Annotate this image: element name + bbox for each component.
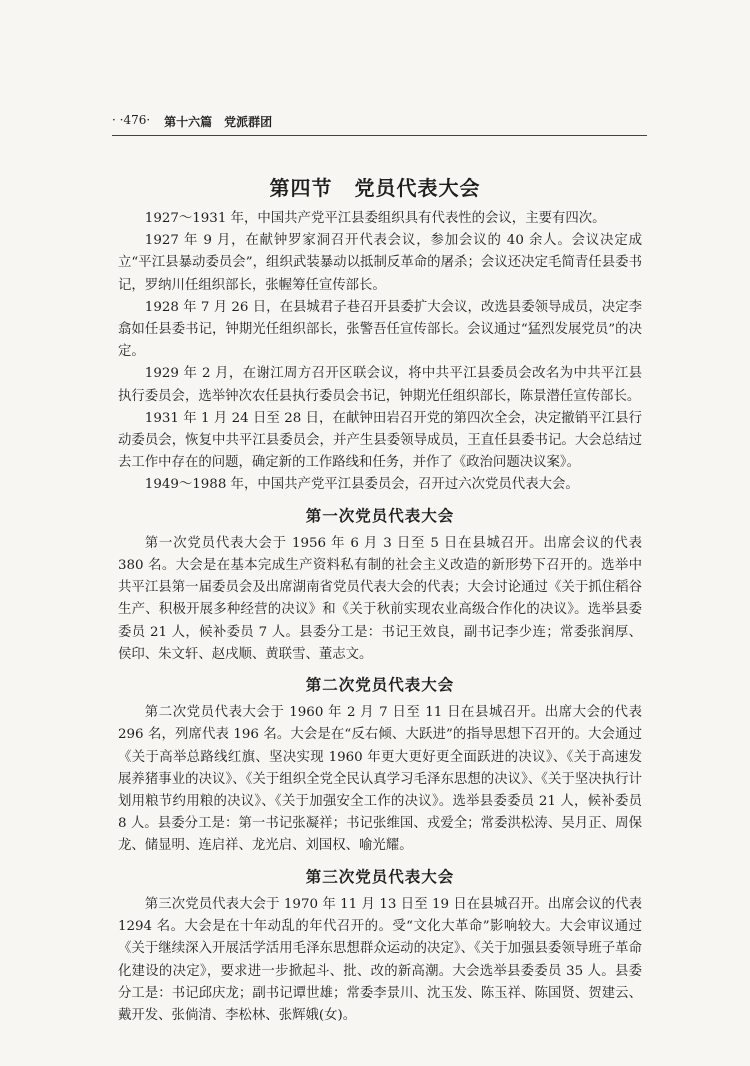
- paragraph: 第一次党员代表大会于 1956 年 6 月 3 日至 5 日在县城召开。出席会议的代表 380 名。大会是在基本完成生产资料私有制的社会主义改造的新形势下召开的。选举中共平江县第一届委员会及出席湖南省党员代表大会的代表；大会讨论通过《关于抓住稻谷生产、积极开展多种经营的决议》和《关于秋前实现农业高级合作化的决议》。选举县委委员 21 人，候补委员 7 人。县委分工是：书记王效良，副书记李少连；常委张润厚、侯印、朱文轩、赵戌顺、黄联雪、董志文。: [118, 535, 642, 662]
- paragraph: 第三次党员代表大会于 1970 年 11 月 13 日至 19 日在县城召开。出席会议的代表 1294 名。大会是在十年动乱的年代召开的。受“文化大革命”影响较大。大会审议通过《关于继续深入开展活学活用毛泽东思想群众运动的决定》、《关于加强县委领导班子革命化建设的决定》，要求进一步掀起斗、批、改的新高潮。大会选举县委委员 35 人。县委分工是：书记邱庆龙；副书记谭世雄；常委李景川、沈玉发、陈玉祥、陈国贤、贺建云、戴开发、张倘清、李松林、张辉娥(女)。: [118, 896, 642, 1023]
- paragraph: 1927 年 9 月，在献钟罗家洞召开代表会议，参加会议的 40 余人。会议决定成立“平江县暴动委员会”，组织武装暴动以抵制反革命的屠杀；会议还决定毛简青任县委书记，罗纳川任组织部长，张幄筹任宣传部长。: [118, 233, 642, 293]
- subsection-heading: 第一次党员代表大会: [305, 505, 455, 525]
- paragraph: 1927～1931 年，中国共产党平江县委组织具有代表性的会议，主要有四次。: [144, 211, 606, 226]
- subsection-heading: 第二次党员代表大会: [305, 675, 455, 695]
- paragraph: 第二次党员代表大会于 1960 年 2 月 7 日至 11 日在县城召开。出席大会的代表 296 名，列席代表 196 名。大会是在“反右倾、大跃进”的指导思想下召开的。大会通过《关于高举总路线红旗、坚决实现 1960 年更大更好更全面跃进的决议》、《关于高速发展养猪事业的决议》、《关于组织全党全民认真学习毛泽东思想的决议》、《关于坚决执行计划用粮节约用粮的决议》、《关于加强安全工作的决议》。选举县委委员 21 人，候补委员 8 人。县委分工是：第一书记张凝祥；书记张维国、戎爱全；常委洪松涛、吴月正、周保龙、储显明、连启祥、龙光启、刘国权、喻光耀。: [118, 705, 642, 854]
- part-title: 第十六篇 党派群团: [164, 115, 273, 129]
- header-rule: [112, 135, 647, 136]
- subsection-heading: 第三次党员代表大会: [305, 866, 455, 886]
- section-name: 党员代表大会: [354, 176, 481, 200]
- section-title: [0, 172, 750, 201]
- paragraph: 1949～1988 年，中国共产党平江县委员会，召开过六次党员代表大会。: [144, 477, 579, 493]
- paragraph: 1931 年 1 月 24 日至 28 日，在献钟田岩召开党的第四次全会，决定撤销平江县行动委员会，恢复中共平江县委员会，并产生县委领导成员，王直任县委书记。大会总结过去工作中存在的问题，确定新的工作路线和任务，并作了《政治问题决议案》。: [118, 410, 642, 471]
- page-number: · ·476·: [112, 113, 151, 127]
- running-header: [112, 113, 272, 130]
- paragraph: 1929 年 2 月，在谢江周方召开区联会议，将中共平江县委员会改名为中共平江县执行委员会，选举钟次农任县执行委员会书记，钟期光任组织部长，陈景潜任宣传部长。: [118, 366, 642, 404]
- section-number: 第四节: [269, 176, 333, 200]
- body-text: [118, 208, 642, 1027]
- paragraph: 1928 年 7 月 26 日，在县城君子巷召开县委扩大会议，改选县委领导成员，决定李翕如任县委书记，钟期光任组织部长，张警吾任宣传部长。会议通过“猛烈发展党员”的决定。: [118, 299, 642, 360]
